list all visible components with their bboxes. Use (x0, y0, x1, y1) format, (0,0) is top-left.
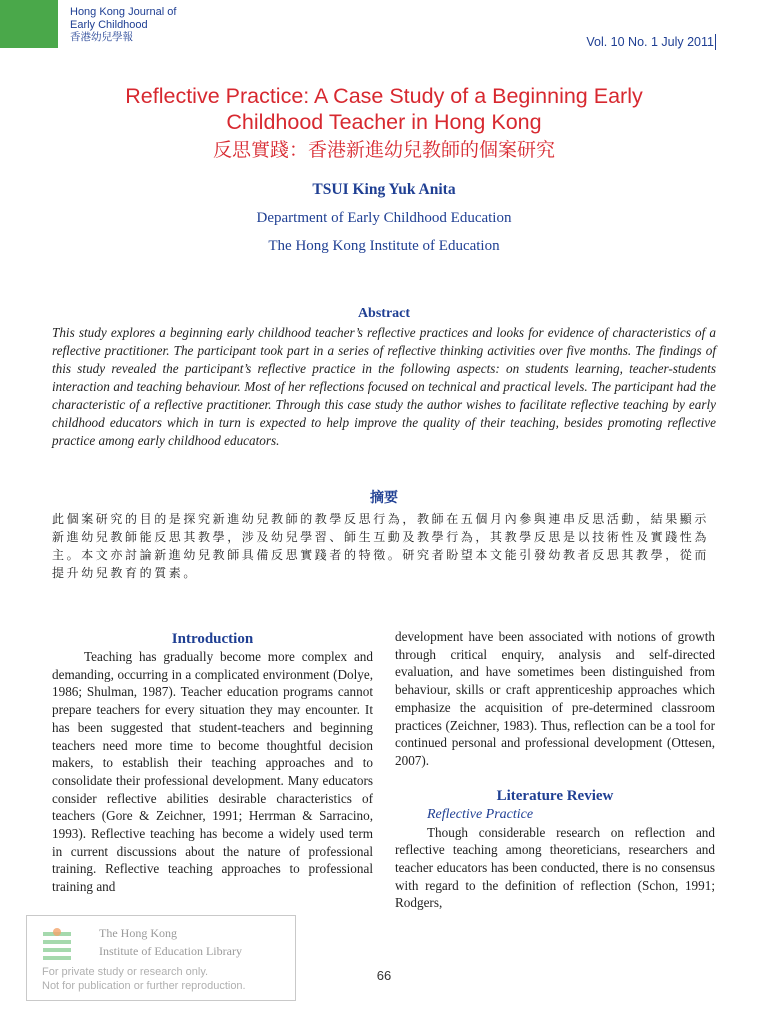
watermark-note2: Not for publication or further reproduction. (42, 980, 246, 992)
chinese-abstract-text: 此個案研究的目的是探究新進幼兒教師的教學反思行為，教師在五個月內參與連串反思活動，結果顯示新進幼兒教師能反思其教學，涉及幼兒學習、師生互動及教學行為，其教學反思是以技術性及實踐性為主。本文亦討論新進幼兒教師具備反思實踐者的特徵。研究者盼望本文能引發幼教者反思其教學，從而提升幼兒教育的質素。 (52, 512, 710, 580)
watermark-line2: Institute of Education Library (99, 944, 242, 958)
volume-info: Vol. 10 No. 1 July 2011 (586, 35, 714, 49)
article-title-line1: Reflective Practice: A Case Study of a Beginning Early (125, 84, 643, 108)
journal-name (70, 6, 176, 44)
introduction-heading: Introduction (171, 631, 254, 647)
watermark-line1: The Hong Kong (99, 926, 177, 940)
left-column (52, 648, 373, 896)
volume-rule (715, 34, 716, 50)
article-title-line2: Childhood Teacher in Hong Kong (226, 110, 542, 134)
chinese-abstract-heading: 摘要 (370, 490, 398, 506)
journal-name-line1: Hong Kong Journal of (70, 6, 177, 18)
article-title-chinese: 反思實踐：香港新進幼兒教師的個案研究 (212, 139, 555, 161)
watermark-note1: For private study or research only. (42, 966, 209, 978)
library-logo-icon (43, 928, 71, 964)
journal-name-line2: Early Childhood (70, 18, 148, 31)
abstract-heading: Abstract (357, 306, 411, 321)
introduction-continued-paragraph: development have been associated with notions of growth through critical enquiry, analysis and self-directed evaluation, and have sometimes been distinguished from behaviour, skills or craft apprenticeship approaches which emphasize the acquisition of pre-determined classroom practices (Zeichner, 1983). Thus, reflection can be a tool for continued personal and professional development (Ottesen, 2007). (395, 629, 715, 768)
author-department: Department of Early Childhood Education (256, 210, 512, 226)
literature-review-paragraph: Though considerable research on reflection and reflective teaching among theoreticians, researchers and teacher educators has been conducted, there is no consensus with regard to the definition of reflection (Schon, 1991; Rodgers, (395, 824, 715, 911)
library-watermark (26, 915, 296, 1001)
abstract-text: This study explores a beginning early childhood teacher’s reflective practices and looks for evidence of characteristics of a reflective practitioner. The participant took part in a series of reflective thinking activities over five months. The findings of this study revealed the participant’s reflective practice in the following aspects: on students learning, teacher-students interaction and teaching behaviour. Most of her reflections focused on technical and practical levels. The participant had the characteristic of a reflective practitioner. Through this case study the author wishes to facilitate reflective teaching by early childhood educators which in turn is expected to help improve the quality of their teaching, besides promoting reflective practice among early childhood educators. (52, 325, 716, 448)
reflective-practice-subheading: Reflective Practice (427, 806, 534, 822)
right-column (395, 628, 715, 912)
introduction-paragraph: Teaching has gradually become more complex and demanding, occurring in a complicated environment (Dolye, 1986; Shulman, 1987). Teacher education programs cannot prepare teachers for every situation they may encounter. It has been suggested that student-teachers and beginning teachers need more time to become thoughtful decision makers, to establish their teaching approaches and to consolidate their professional development. Many educators consider reflective abilities desirable characteristics of teachers (Gore & Zeichner, 1991; Herrman & Sarracino, 1993). Reflective teaching has become a widely used term in current discussions about the nature of professional training. Reflective teaching approaches to professional training and (52, 649, 373, 895)
journal-name-chinese: 香港幼兒學報 (70, 31, 133, 43)
author-institution: The Hong Kong Institute of Education (268, 238, 500, 254)
literature-review-heading: Literature Review (496, 787, 614, 804)
journal-color-block (0, 0, 58, 48)
author-name: TSUI King Yuk Anita (312, 181, 456, 198)
page-number: 66 (376, 968, 392, 983)
